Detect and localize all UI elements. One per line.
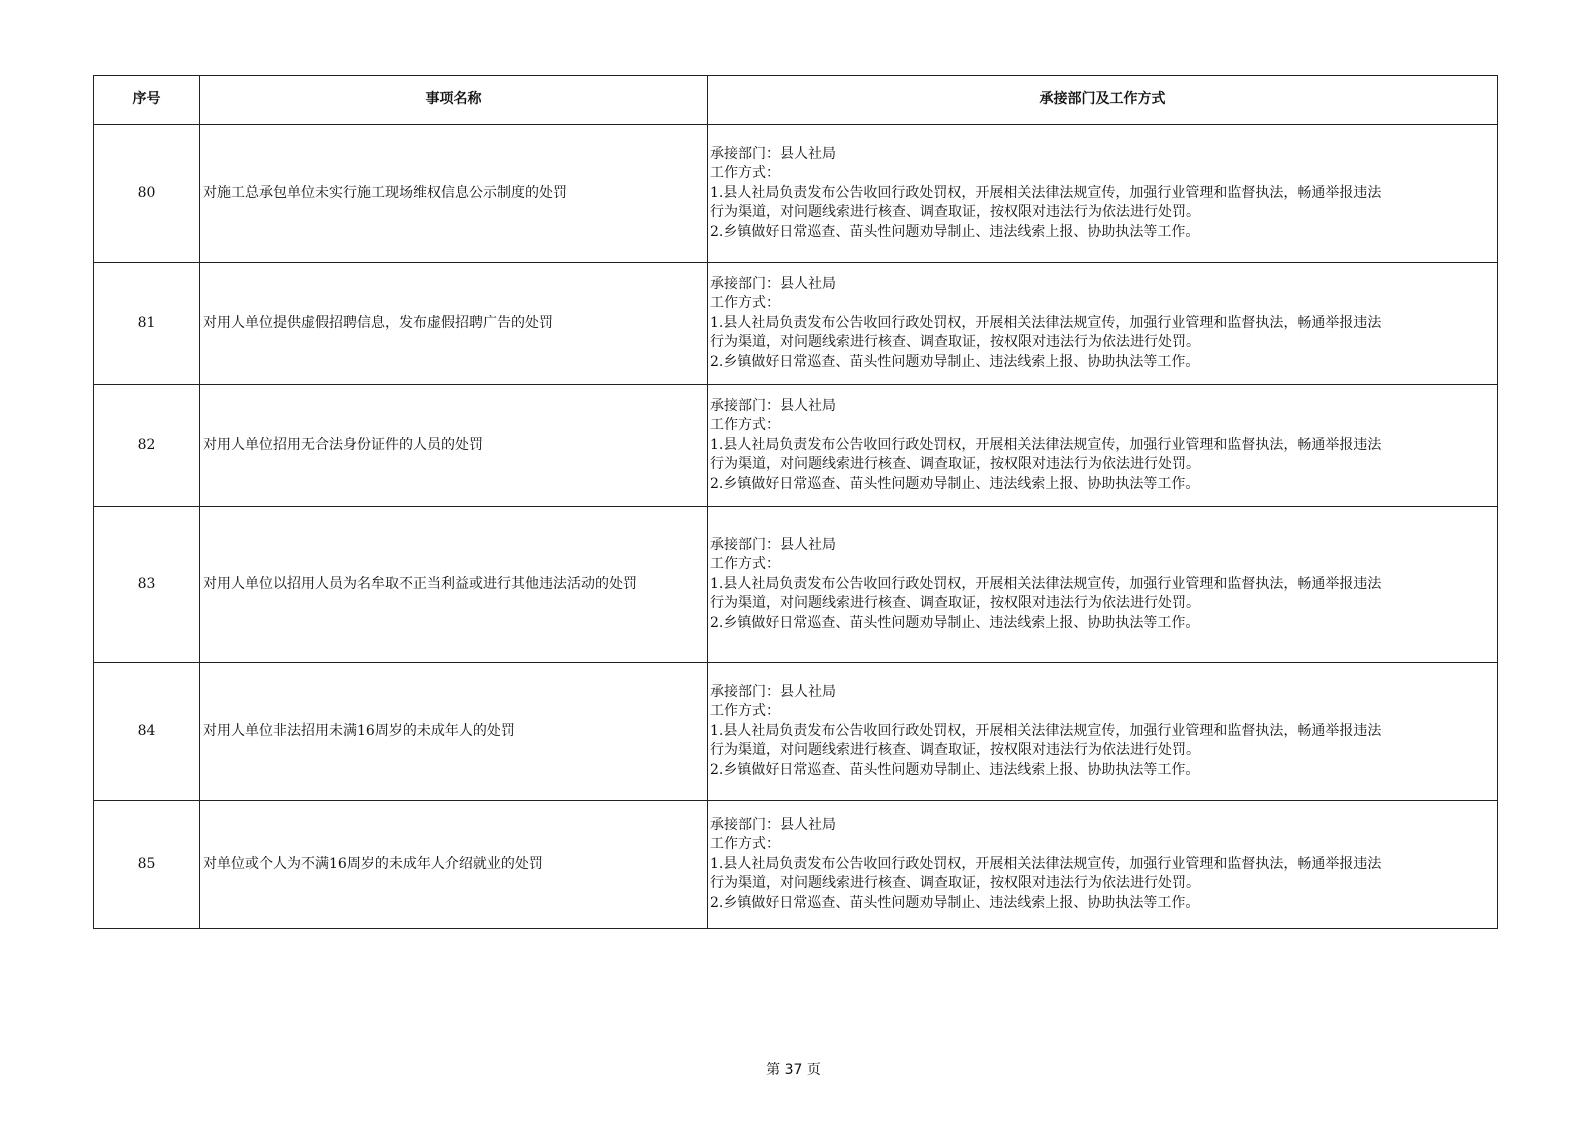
page-number: 第 37 页 — [766, 1062, 821, 1078]
dept-line: 工作方式： — [710, 417, 780, 434]
dept-line: 1.县人社局负责发布公告收回行政处罚权，开展相关法律法规宣传，加强行业管理和监督执法，畅通举报违法 — [710, 575, 1382, 592]
dept-line: 1.县人社局负责发布公告收回行政处罚权，开展相关法律法规宣传，加强行业管理和监督执法，畅通举报违法 — [710, 855, 1382, 872]
table-row — [94, 385, 1498, 507]
dept-line: 2.乡镇做好日常巡查、苗头性问题劝导制止、违法线索上报、协助执法等工作。 — [710, 353, 1200, 370]
dept-line: 1.县人社局负责发布公告收回行政处罚权，开展相关法律法规宣传，加强行业管理和监督执法，畅通举报违法 — [710, 184, 1382, 201]
dept-line: 1.县人社局负责发布公告收回行政处罚权，开展相关法律法规宣传，加强行业管理和监督执法，畅通举报违法 — [710, 436, 1382, 453]
dept-line: 2.乡镇做好日常巡查、苗头性问题劝导制止、违法线索上报、协助执法等工作。 — [710, 475, 1200, 492]
row-dept-method — [708, 801, 1498, 929]
table-row — [94, 507, 1498, 663]
dept-line: 2.乡镇做好日常巡查、苗头性问题劝导制止、违法线索上报、协助执法等工作。 — [710, 614, 1200, 631]
dept-line: 工作方式： — [710, 703, 780, 720]
header-dept: 承接部门及工作方式 — [708, 76, 1498, 125]
dept-line: 工作方式： — [710, 556, 780, 573]
row-item-name: 对用人单位提供虚假招聘信息，发布虚假招聘广告的处罚 — [200, 263, 708, 385]
items-table — [93, 75, 1498, 929]
row-seq: 85 — [94, 801, 200, 929]
dept-line: 工作方式： — [710, 295, 780, 312]
row-seq: 83 — [94, 507, 200, 663]
table-row — [94, 663, 1498, 801]
dept-line: 工作方式： — [710, 165, 780, 182]
table-header-row — [94, 76, 1498, 125]
row-dept-method — [708, 385, 1498, 507]
row-item-name: 对单位或个人为不满16周岁的未成年人介绍就业的处罚 — [200, 801, 708, 929]
dept-line: 1.县人社局负责发布公告收回行政处罚权，开展相关法律法规宣传，加强行业管理和监督执法，畅通举报违法 — [710, 314, 1382, 331]
table-row — [94, 801, 1498, 929]
dept-line: 行为渠道，对问题线索进行核查、调查取证，按权限对违法行为依法进行处罚。 — [710, 742, 1200, 759]
row-seq: 80 — [94, 125, 200, 263]
dept-line: 2.乡镇做好日常巡查、苗头性问题劝导制止、违法线索上报、协助执法等工作。 — [710, 894, 1200, 911]
row-dept-method — [708, 663, 1498, 801]
dept-line: 2.乡镇做好日常巡查、苗头性问题劝导制止、违法线索上报、协助执法等工作。 — [710, 223, 1200, 240]
dept-line: 承接部门：县人社局 — [710, 397, 836, 414]
dept-line: 行为渠道，对问题线索进行核查、调查取证，按权限对违法行为依法进行处罚。 — [710, 875, 1200, 892]
row-dept-method — [708, 125, 1498, 263]
header-name: 事项名称 — [200, 76, 708, 125]
row-dept-method — [708, 507, 1498, 663]
row-dept-method — [708, 263, 1498, 385]
dept-line: 承接部门：县人社局 — [710, 145, 836, 162]
row-seq: 82 — [94, 385, 200, 507]
dept-line: 行为渠道，对问题线索进行核查、调查取证，按权限对违法行为依法进行处罚。 — [710, 595, 1200, 612]
table-row — [94, 125, 1498, 263]
row-item-name: 对用人单位以招用人员为名牟取不正当利益或进行其他违法活动的处罚 — [200, 507, 708, 663]
header-seq: 序号 — [94, 76, 200, 125]
dept-line: 行为渠道，对问题线索进行核查、调查取证，按权限对违法行为依法进行处罚。 — [710, 334, 1200, 351]
row-seq: 84 — [94, 663, 200, 801]
dept-line: 工作方式： — [710, 836, 780, 853]
dept-line: 承接部门：县人社局 — [710, 816, 836, 833]
dept-line: 行为渠道，对问题线索进行核查、调查取证，按权限对违法行为依法进行处罚。 — [710, 456, 1200, 473]
row-item-name: 对用人单位非法招用未满16周岁的未成年人的处罚 — [200, 663, 708, 801]
table-row — [94, 263, 1498, 385]
dept-line: 2.乡镇做好日常巡查、苗头性问题劝导制止、违法线索上报、协助执法等工作。 — [710, 761, 1200, 778]
dept-line: 1.县人社局负责发布公告收回行政处罚权，开展相关法律法规宣传，加强行业管理和监督执法，畅通举报违法 — [710, 722, 1382, 739]
dept-line: 承接部门：县人社局 — [710, 683, 836, 700]
row-item-name: 对用人单位招用无合法身份证件的人员的处罚 — [200, 385, 708, 507]
dept-line: 承接部门：县人社局 — [710, 275, 836, 292]
row-seq: 81 — [94, 263, 200, 385]
dept-line: 行为渠道，对问题线索进行核查、调查取证，按权限对违法行为依法进行处罚。 — [710, 204, 1200, 221]
row-item-name: 对施工总承包单位未实行施工现场维权信息公示制度的处罚 — [200, 125, 708, 263]
dept-line: 承接部门：县人社局 — [710, 536, 836, 553]
